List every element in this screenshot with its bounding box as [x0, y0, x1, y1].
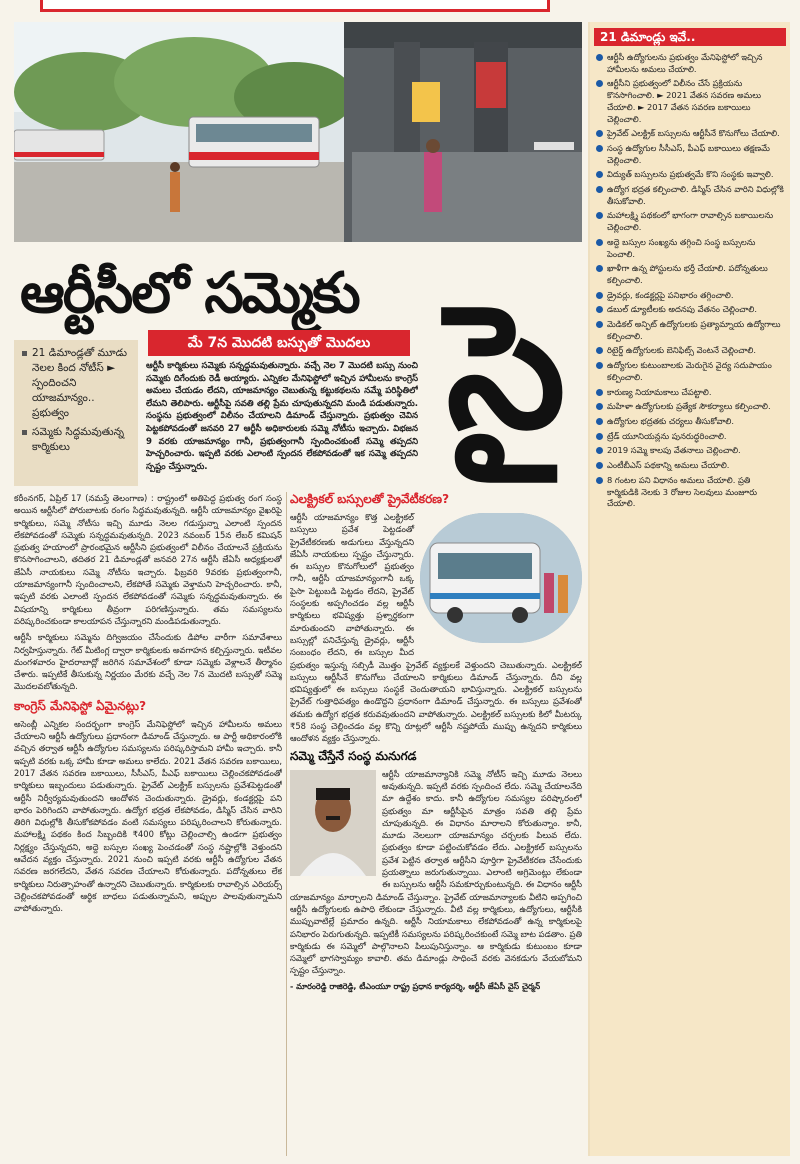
- leader-portrait: [290, 770, 376, 876]
- section-heading: సమ్మె చేస్తేనే సంస్థ మనుగడ: [290, 748, 417, 763]
- demand-item: ట్రేడ్ యూనియన్లను పునరుద్ధరించాలి.: [596, 431, 784, 443]
- demand-item: ఉద్యోగ భద్రత కల్పించాలి. డిస్మిస్ చేసిన వారిని విధుల్లోకి తీసుకోవాలి.: [596, 184, 784, 207]
- demand-item: మహాలక్ష్మి పథకంలో భాగంగా రావాల్సిన బకాయిలను చెల్లించాలి.: [596, 210, 784, 233]
- demand-item: 2019 సమ్మె కాలపు వేతనాలు చెల్లించాలి.: [596, 445, 784, 457]
- section-heading: ఎలక్ట్రికల్ బస్సులతో ప్రైవేటీకరణ?: [290, 492, 450, 506]
- demand-item: ఆర్టీసీ ఉద్యోగులను ప్రభుత్వం మేనిఫెస్టోలో ఇచ్చిన హామీలను అమలు చేయాలి.: [596, 52, 784, 75]
- subheadline-bar: మే 7న మొదటి బస్సుతో మొదలు: [148, 330, 410, 356]
- demand-item: అద్దె బస్సుల సంఖ్యను తగ్గించి సంస్థ బస్సులను పెంచాలి.: [596, 237, 784, 260]
- section-heading: కాంగ్రెస్ మేనిఫెస్టో ఏమైనట్లు?: [14, 698, 147, 713]
- demand-item: డబుల్ డ్యూటీలకు అదనపు వేతనం చెల్లించాలి.: [596, 304, 784, 316]
- demand-item: ఎంటీబీఎస్ పథకాన్ని అమలు చేయాలి.: [596, 460, 784, 472]
- demand-item: ప్రైవేట్ ఎలక్ట్రిక్ బస్సులను ఆర్టీసీనే కొనుగోలు చేయాలి.: [596, 128, 784, 140]
- demand-item: మెడికల్ అన్ఫిట్ ఉద్యోగులకు ప్రత్యామ్నాయ ఉద్యోగాలు కల్పించాలి.: [596, 319, 784, 342]
- demand-item: ఆర్టీసీని ప్రభుత్వంలో విలీనం చేసే ప్రక్రియను కొనసాగించాలి. ► 2021 వేతన సవరణ అమలు చేయాలి. ► 2017 వేతన సవరణ బకాయిలు చెల్లించాలి.: [596, 78, 784, 125]
- article-paragraph: ఆర్టీసీ యాజమాన్యం కొత్త ఎలక్ట్రికల్ బస్సులు ప్రవేశ పెట్టడంతో ప్రైవేటీకరణకు అడుగులు వేస్తున్నదని జేఏసీ నాయకులు స్పష్టం చేస్తున్నారు. ఈ బస్సుల కొనుగోలులో ప్రభుత్వం గానీ, ఆర్టీసీ యాజమాన్యంగానీ ఒక్క పైసా పెట్టుబడి పెట్టడం లేదని, ప్రైవేట్ సంస్థలకు అప్పగించడం వల్ల ఆర్టీసీ కార్మికులు భవిష్యత్తు ప్రశ్నార్థకంగా మారుతుందని వాపోతున్నారు. ఈ బస్సుల్లో పనిచేస్తున్న డ్రైవర్లు, ఆర్టీసీ సంబంధం లేదని, ఈ బస్సుల మీద ప్రభుత్వం ఇస్తున్న సబ్సిడీ మొత్తం ప్రైవేట్ వ్యక్తులకే వెళ్తుందని చెబుతున్నారు. ఎలక్ట్రికల్ బస్సులు ఆర్టీసీనే కొనుగోలు చేయాలని కార్మికులు డిమాండ్ చేస్తున్నారు. దీని వల్ల భవిష్యత్తులో ఈ బస్సులు సంస్థకే చెందుతాయని భావిస్తున్నారు. ఎలక్ట్రికల్ బస్సులను ప్రైవేట్ గుత్తాధిపత్యం ఉండొద్దని ప్రధానంగా డిమాండ్ చేస్తున్నారు. ఈ బస్సులు ప్రవేశంతో తమకు ఉద్యోగ భద్రత కరువవుతుందని వాపోతున్నారు. ఎలక్ట్రికల్ బస్సులకు కిలో మీటర్కు ₹58 సంస్థ చెల్లించడం వల్ల కొన్ని రూట్లలో ఆర్టీసీ నష్టపోయే ముప్పు ఉన్నదని కార్మికులు ఆందోళన వ్యక్తం చేస్తున్నారు.: [290, 512, 582, 744]
- lede-paragraph: ఆర్టీసీ కార్మికులు సమ్మెకు సన్నద్ధమవుతున్నారు. వచ్చే నెల 7 మొదటి బస్సు నుంచి సమ్మెకు దిగేందుకు రెడీ అయ్యారు. ఎన్నికల మేనిఫెస్టోలో ఇచ్చిన హామీలను కాంగ్రెస్ అమలు చేయడం లేదని, యాజమాన్యం చెబుతున్న కట్టుకథలను నమ్మే పరిస్థితిలో లేమని తెలిపారు. ఆర్టీసీపై సవతి తల్లి ప్రేమ చూపుతున్నదని మండి పడుతున్నారు. సంస్థను ప్రభుత్వంలో విలీనం చేయాలని డిమాండ్ చేస్తున్నారు. ప్రభుత్వం చెవిన పెట్టకపోవడంతో జనవరి 27 ఆర్టీసీ అధికారులకు సమ్మె నోటీసు ఇచ్చారు. విభజన 9 వరకు యాజమాన్యం గానీ, ప్రభుత్వంగానీ స్పందించకుంటే సమ్మె తప్పదని హెచ్చరించారు. ఇప్పటి వరకు ఎలాంటి స్పందన లేకపోవడంతో ఇక సమ్మె తప్పదని స్పష్టం చేస్తున్నారు.: [146, 361, 418, 472]
- main-headline: ఆర్టీసీలో సమ్మెకు: [20, 261, 359, 326]
- demand-item: ఉద్యోగుల భద్రతకు చర్యలు తీసుకోవాలి.: [596, 416, 784, 428]
- bus-depot-illustration: [14, 22, 582, 242]
- headline-big-word: సై: [446, 269, 558, 467]
- electric-bus-illustration: [420, 513, 582, 643]
- column-divider: [286, 492, 287, 1156]
- article-paragraph: ఆర్టీసీ యాజమాన్యానికి సమ్మె నోటీస్ ఇచ్చి మూడు నెలలు అవుతున్నది. ఇప్పటి వరకు స్పందించ లేదు. సమ్మె చేయాలనేది మా ఉద్దేశం కాదు. కానీ ఉద్యోగుల సమస్యల పరిష్కారంలో ప్రభుత్వం మా ఆర్టీసీపైన మాత్రం సవతి తల్లి ప్రేమ చూపుతున్నది. ఈ విధానం మారాలని కోరుతున్నాం. కానీ, మూడు నెలలుగా యాజమాన్యం చర్చలకు పిలువ లేదు. ప్రభుత్వం కూడా పట్టించుకోవడం లేదు. ఎలక్ట్రికల్ బస్సులను ప్రవేశ పెట్టిన తర్వాత ఆర్టీసీని పూర్తిగా ప్రైవేటీకరణ చేసేందుకు ప్రయత్నాలు జరుగుతున్నాయి. ఎలాంటి అగ్రిమెంట్లు లేకుండా ఈ బస్సులను ఆర్టీసీ సమకూర్చుకుంటున్నది. ఈ విధానం ఆర్టీసీ యాజమాన్యం మార్చాలని డిమాండ్ చేస్తున్నాం. ప్రైవేట్ యాజమాన్యాలకు వీటిని అప్పగించి ఆర్టీసీ ఉద్యోగులకు ఉపాధి లేకుండా చేస్తున్నారు. వీటి వల్ల కార్మికులు, ఉద్యోగులు, ఆర్టీసీకి ముప్పువాటిల్లే ప్రమాదం ఉన్నది. ఆర్టీసీ నియామకాలు లేకపోవడంతో ఉన్న కార్మికులపై పనిభారం పెరుగుతున్నది. ఇప్పటికీ సమస్యలను పరిష్కరించకుంటే సమ్మె బాట పడతాం. ప్రతి కార్మికుడు ఈ సమ్మెలో పాల్గొనాలని పిలుపునిస్తున్నాం. ఆ కార్మికుడు కుటుంబం కూడా సమ్మెలో భాగస్వామ్యం కావాలి. తమ డిమాండ్లు సాధించే వరకు వెనకడుగు వేయబోమని స్పష్టం చేస్తున్నాం.: [290, 768, 582, 976]
- portrait-illustration: [290, 770, 376, 876]
- demand-item: రిటైర్డ్ ఉద్యోగులకు బెనిఫిట్స్ వెంటనే చెల్లించాలి.: [596, 345, 784, 357]
- article-paragraph: అసెంబ్లీ ఎన్నికల సందర్భంగా కాంగ్రెస్ మేనిఫెస్టోలో ఇచ్చిన హామీలను అమలు చేయాలని ఆర్టీసీ ఉద్యోగులు ప్రధానంగా డిమాండ్ చేస్తున్నారు. ఆ పార్టీ అధికారంలోకి వచ్చిన తర్వాత ఆర్టీసీ ఉద్యోగుల సమస్యలను పరిష్కరిస్తామని హామీ ఇచ్చారు. కానీ ఇప్పటి వరకు ఒక్క హామీ కూడా అమలు కాలేదు. 2021 వేతన సవరణ బకాయిలు, 2017 వేతన సవరణ బకాయిలు, సీసీఎస్, పీఎఫ్ బకాయిలు చెల్లించకపోవడంతో కార్మికులు ఇబ్బందులు పడుతున్నారు. ప్రైవేట్ ఎలక్ట్రిక్ బస్సులను ప్రవేశపెట్టడంతో ఆర్టీసీ నిర్వీర్యమవుతుందని ఆందోళన చెందుతున్నారు. డ్రైవర్లు, కండక్టర్లపై పని భారం పెరిగిందని వాపోతున్నారు. ఉద్యోగ భద్రత లేకపోవడం, డిస్మిస్ చేసిన వారిని తిరిగి విధుల్లోకి తీసుకోకపోవడం వంటి సమస్యలు పరిష్కరించాలని కోరుతున్నారు. మహాలక్ష్మి పథకం కింద సిబ్బందికి ₹400 కోట్లు చెల్లించాల్సి ఉండగా ప్రభుత్వం నిర్లక్ష్యం చేస్తున్నదని, అద్దె బస్సుల సంఖ్య పెంచడంతో సంస్థ నష్టాల్లోకి వెళ్తుందని ఆవేదన వ్యక్తం చేస్తున్నారు. 2021 నుంచి ఇప్పటి వరకు ఆర్టీసీ ఉద్యోగుల వేతన సవరణ జరగలేదని, వేతన సవరణ చేయాలని కోరుతున్నారు. పదోన్నతులు లేక కార్మికులు నిరుత్సాహంతో ఉన్నారని చెబుతున్నారు. కార్మికులకు రావాల్సిన ఎరియర్స్ చెల్లించకపోవడంతో ఆర్థిక బాధలు పడుతున్నామని, అప్పుల పాలవుతున్నామని వాపోతున్నారు.: [14, 718, 282, 914]
- middle-column: [290, 492, 582, 1156]
- article-paragraph: కరీంనగర్, ఏప్రిల్ 17 (నమస్తే తెలంగాణ) : రాష్ట్రంలో అతిపెద్ద ప్రభుత్వ రంగ సంస్థ అయిన ఆర్టీసీలో పోరుబాటకు రంగం సిద్ధమవుతున్నది. ఆర్టీసీ యాజమాన్యం వైఖరిపై కార్మికులు, సమ్మె నోటీసు ఇచ్చి మూడు నెలల గడుస్తున్నా ఎలాంటి స్పందన లేకపోవడంతో సమ్మెకు సన్నద్ధమవుతున్నది. 2023 నవంబర్ 15న లేబర్ కమిషన్ ప్రభుత్వ హయాంలో ప్రారంభమైన ఆర్టీసీని ప్రభుత్వంలో విలీనం చేయాలనే ప్రక్రియను కొనసాగించాలని, తదితర 21 డిమాండ్లతో జనవరి 27న ఆర్టీసీ జేఏసీ అధ్యక్షులతో జేఏసీ నాయకులు సమ్మె నోటీసు ఇచ్చారు. ఫిబ్రవరి 9వరకు ప్రభుత్వంగానీ, యాజమాన్యంగానీ స్పందించాలని, లేకపోతే సమ్మెకు వెళ్తామని హెచ్చరించారు. కానీ, ఇప్పటి వరకు ఎలాంటి స్పందన లేకపోవడంతో సమ్మెకు సన్నద్ధమవుతున్నారు. ఈ విషయాన్ని కార్మికులు తీవ్రంగా పరిగణిస్తున్నారు. తమ సమస్యలను పరిష్కరించకుండా కాలయాపన చేస్తున్నారని మండిపడుతున్నారు.: [14, 493, 282, 626]
- demand-item: విద్యుత్ బస్సులను ప్రభుత్వమే కొని సంస్థకు ఇవ్వాలి.: [596, 169, 784, 181]
- demand-item: మహిళా ఉద్యోగులకు ప్రత్యేక సౌకర్యాలు కల్పించాలి.: [596, 401, 784, 413]
- bus-depot-photo: [14, 22, 582, 242]
- summary-bullet: 21 డిమాండ్లతో మూడు నెలల కింద నోటీస్ ► స్పందించని యాజమాన్యం.. ప్రభుత్వం: [22, 346, 132, 421]
- top-decorative-strip: [40, 0, 550, 12]
- left-column: [14, 492, 282, 1156]
- demand-item: 8 గంటల పని విధానం అమలు చేయాలి. ప్రతి కార్మికుడికి నెలకు 3 రోజుల సెలవులు మంజూరు చేయాలి.: [596, 475, 784, 510]
- demands-sidebar: [588, 22, 790, 1156]
- summary-bullet: సమ్మెకు సిద్ధమవుతున్న కార్మికులు: [22, 425, 132, 455]
- demand-item: డ్రైవర్లు, కండక్టర్లపై పనిభారం తగ్గించాలి.: [596, 290, 784, 302]
- electric-bus-photo: [420, 513, 582, 643]
- article-paragraph: ఆర్టీసీ కార్మికులు సమ్మెను దిగ్విజయం చేసేందుకు డిపోల వారీగా సమావేశాలు నిర్వహిస్తున్నారు. గేట్ మీటింగ్ల ద్వారా కార్మికులకు అవగాహన కల్పిస్తున్నారు. ఇటీవల మంగళవారం హైదరాబాద్లో జరిగిన సమావేశంలో కూడా సమ్మెకు వెళ్లాలనే తీర్మానం చేశారు. ఇప్పటికే తీసుకున్న నిర్ణయం మేరకు వచ్చే నెల 7న మొదటి బస్సుతో సమ్మె మొదలవబోతున్నది.: [14, 632, 282, 692]
- demand-item: ఖాళీగా ఉన్న పోస్టులను భర్తీ చేయాలి. పదోన్నతులు కల్పించాలి.: [596, 263, 784, 286]
- demand-item: కారుణ్య నియామకాలు చేపట్టాలి.: [596, 387, 784, 399]
- demand-item: ఉద్యోగుల కుటుంబాలకు మెరుగైన వైద్య సదుపాయం కల్పించాలి.: [596, 360, 784, 383]
- sidebar-title: 21 డిమాండ్లు ఇవే..: [594, 28, 786, 46]
- quote-attribution: - మారంరెడ్డి రాజిరెడ్డి, టీఎంయూ రాష్ట్ర ప్రధాన కార్యదర్శి, ఆర్టీసీ జేఏసీ వైస్ చైర్మన్: [290, 981, 541, 991]
- demand-item: సంస్థ ఉద్యోగుల సీసీఎస్, పీఎఫ్ బకాయిలు తక్షణమే చెల్లించాలి.: [596, 143, 784, 166]
- summary-bullets: [14, 340, 138, 486]
